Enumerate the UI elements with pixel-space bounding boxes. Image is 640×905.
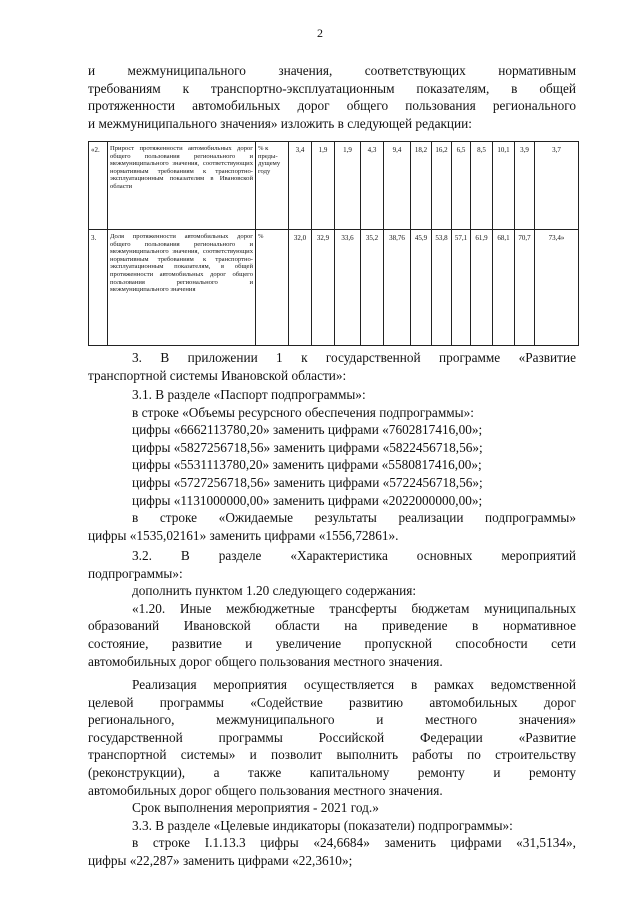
row-number: «2. <box>89 142 108 230</box>
item-120-line: образований Ивановской области на приведение в нормативное <box>88 618 576 634</box>
value-cell: 6,5 <box>452 142 471 230</box>
value-cell: 73,4» <box>535 230 579 346</box>
section-3-2 <box>88 547 576 670</box>
implementation-paragraph <box>88 676 576 870</box>
implementation-line: (реконструкции), а также капитальному ремонту и ремонту <box>88 764 576 780</box>
section-3-3-heading: 3.3. В разделе «Целевые индикаторы (показатели) подпрограммы»: <box>132 817 513 833</box>
value-cell: 18,2 <box>411 142 432 230</box>
item-120-line: «1.20. Иные межбюджетные трансферты бюджетам муниципальных <box>132 600 576 616</box>
value-cell: 32,9 <box>312 230 335 346</box>
implementation-line: Реализация мероприятия осуществляется в рамках ведомственной <box>132 677 576 692</box>
value-cell: 3,9 <box>515 142 535 230</box>
value-cell: 1,9 <box>335 142 361 230</box>
intro-line: и межмуниципального значения» изложить в следующей редакции: <box>88 115 472 131</box>
replacement-line: цифры «5727256718,56» заменить цифрами «5722456718,56»; <box>132 474 483 490</box>
section-3-1-heading: 3.1. В разделе «Паспорт подпрограммы»: <box>132 387 366 402</box>
indicator-name: Прирост протяженности автомобильных дорог общего пользования регионального и межмуниципального значения, соответствующих нормативным требованиям к транспортно-эксплуатационным показателям в Ивановской области <box>108 142 256 230</box>
value-cell: 53,8 <box>432 230 452 346</box>
value-cell: 61,9 <box>471 230 493 346</box>
volumes-line: в строке «Объемы ресурсного обеспечения подпрограммы»: <box>132 404 474 420</box>
value-cell: 33,6 <box>335 230 361 346</box>
unit-cell: % <box>256 230 289 346</box>
value-cell: 3,4 <box>289 142 312 230</box>
last-line: в строке I.1.13.3 цифры «24,6684» заменить цифрами «31,5134», <box>132 835 576 851</box>
implementation-line: регионального, межмуниципального и местного значения» <box>88 712 576 728</box>
value-cell: 10,1 <box>493 142 515 230</box>
intro-paragraph <box>88 62 576 132</box>
section-3-2-line: 3.2. В разделе «Характеристика основных мероприятий <box>132 548 576 563</box>
value-cell: 45,9 <box>411 230 432 346</box>
intro-line: и межмуниципального значения, соответствующих нормативным <box>88 63 576 78</box>
indicator-name: Доля протяженности автомобильных дорог общего пользования регионального и межмуниципального значения, соответствующих нормативным требованиям к транспортно-эксплуатационным показателям, в общей протяженности автомобильных дорог общего пользования регионального и межмуниципального значения <box>108 230 256 346</box>
replacement-line: цифры «5827256718,56» заменить цифрами «5822456718,56»; <box>132 439 483 455</box>
value-cell: 1,9 <box>312 142 335 230</box>
value-cell: 57,1 <box>452 230 471 346</box>
section-3-1 <box>88 386 576 544</box>
item-120-line: состояние, развитие и увеличение пропускной способности сети <box>88 635 576 651</box>
unit-cell: % к преды-дущему году <box>256 142 289 230</box>
value-cell: 3,7 <box>535 142 579 230</box>
value-cell: 16,2 <box>432 142 452 230</box>
value-cell: 8,5 <box>471 142 493 230</box>
add-item-line: дополнить пунктом 1.20 следующего содержания: <box>132 583 417 599</box>
section-3-line: транспортной системы Ивановской области»: <box>88 367 347 383</box>
value-cell: 70,7 <box>515 230 535 346</box>
row-number: 3. <box>89 230 108 346</box>
implementation-line: государственной программы Российской Федерации «Развитие <box>88 729 576 745</box>
page-number: 2 <box>317 26 323 40</box>
replacement-line: цифры «1131000000,00» заменить цифрами «2022000000,00»; <box>132 492 483 508</box>
intro-line: требованиям к транспортно-эксплуатационным показателям, в общей <box>88 80 576 96</box>
implementation-line: транспортной системы» и позволит выполнить работы по строительству <box>88 747 576 763</box>
intro-line: протяженности автомобильных дорог общего пользования регионального <box>88 98 576 114</box>
implementation-line: целевой программы «Содействие развитию автомобильных дорог <box>88 694 576 710</box>
implementation-line: автомобильных дорог общего пользования местного значения. <box>88 782 443 798</box>
indicator-table <box>88 141 579 346</box>
value-cell: 68,1 <box>493 230 515 346</box>
table-row <box>89 142 579 230</box>
item-120-line: автомобильных дорог общего пользования местного значения. <box>88 653 443 669</box>
expected-line: цифры «1535,02161» заменить цифрами «1556,72861». <box>88 527 399 543</box>
value-cell: 35,2 <box>361 230 384 346</box>
value-cell: 32,0 <box>289 230 312 346</box>
section-3-line: 3. В приложении 1 к государственной программе «Развитие <box>132 350 576 365</box>
section-3 <box>88 349 576 384</box>
table-row <box>89 230 579 346</box>
section-3-2-line: подпрограммы»: <box>88 565 183 581</box>
replacement-line: цифры «5531113780,20» заменить цифрами «5580817416,00»; <box>132 457 482 473</box>
value-cell: 38,76 <box>384 230 411 346</box>
value-cell: 9,4 <box>384 142 411 230</box>
last-line: цифры «22,287» заменить цифрами «22,3610»; <box>88 852 353 868</box>
expected-line: в строке «Ожидаемые результаты реализации подпрограммы» <box>132 510 576 526</box>
replacement-line: цифры «6662113780,20» заменить цифрами «7602817416,00»; <box>132 422 483 438</box>
value-cell: 4,3 <box>361 142 384 230</box>
term-line: Срок выполнения мероприятия - 2021 год.» <box>132 800 379 816</box>
